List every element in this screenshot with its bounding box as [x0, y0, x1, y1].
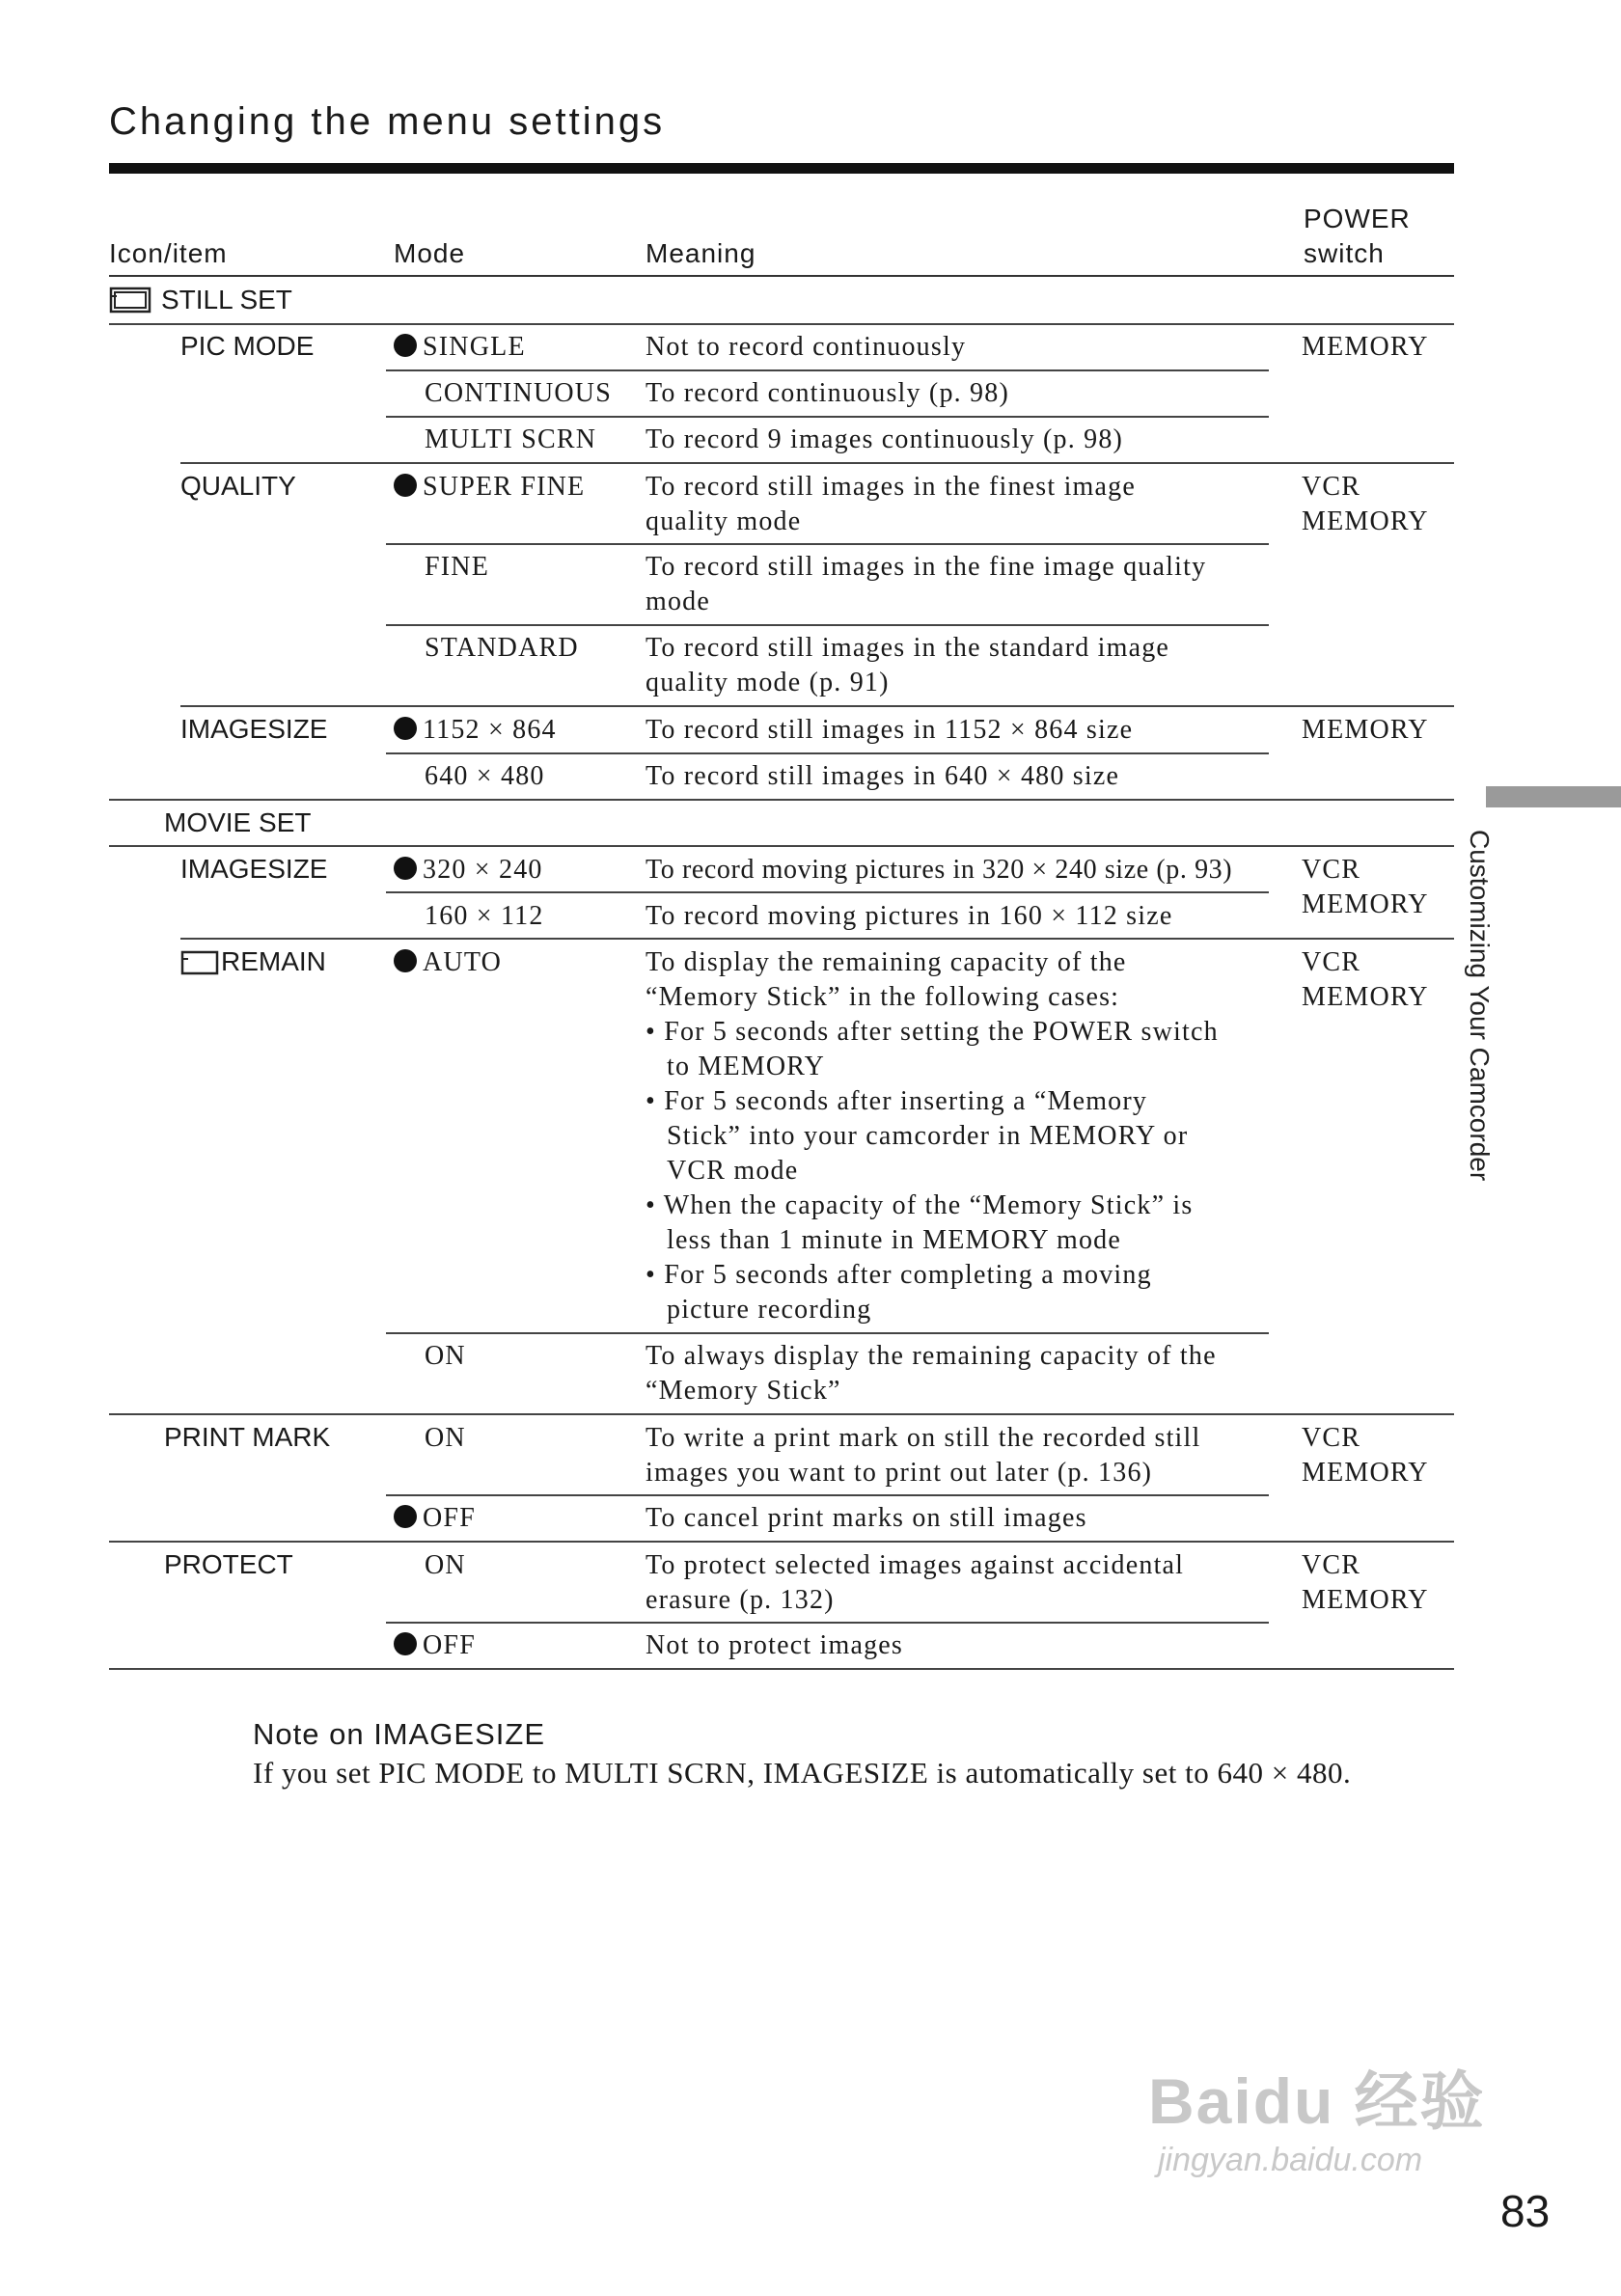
default-bullet-icon [394, 1505, 417, 1528]
row-rule [386, 1332, 1269, 1334]
table-bottom-rule [109, 1668, 1454, 1670]
pic-mode-continuous: CONTINUOUS [425, 378, 612, 408]
header-power [1304, 202, 1411, 271]
meaning-line: erasure (p. 132) [646, 1585, 835, 1615]
movie-imagesize-label: IMAGESIZE [180, 854, 328, 884]
still-imagesize-1152 [394, 713, 557, 748]
memory-stick-icon [109, 286, 151, 323]
remain-label [180, 944, 326, 985]
row-rule [386, 1622, 1269, 1624]
header-mode: Mode [394, 238, 466, 268]
print-mark-label: PRINT MARK [164, 1422, 331, 1452]
print-mark-power [1302, 1421, 1429, 1490]
side-tab-bar [1486, 786, 1621, 807]
row-rule [180, 705, 1454, 707]
protect-on: ON [425, 1550, 466, 1580]
header-power-line2: switch [1304, 238, 1385, 268]
page-number: 83 [1500, 2186, 1551, 2236]
row-rule [109, 799, 1454, 801]
remain-power [1302, 945, 1429, 1015]
mode-value: SUPER FINE [423, 472, 586, 502]
row-rule [386, 1494, 1269, 1496]
remain-on: ON [425, 1341, 466, 1371]
side-tab-text: Customizing Your Camcorder [1465, 830, 1495, 1182]
default-bullet-icon [394, 1632, 417, 1655]
row-rule [386, 752, 1269, 754]
power-line: MEMORY [1302, 506, 1429, 536]
meaning-line: images you want to print out later (p. 136) [646, 1458, 1153, 1488]
quality-super-fine-meaning [646, 470, 1136, 539]
meaning-line: “Memory Stick” in the following cases: [646, 982, 1120, 1012]
still-imagesize-1152-meaning: To record still images in 1152 × 864 size [646, 715, 1134, 745]
power-line: VCR [1302, 1550, 1361, 1580]
still-imagesize-label: IMAGESIZE [180, 714, 328, 744]
mode-value: 1152 × 864 [423, 715, 557, 745]
watermark [1148, 2050, 1486, 2179]
protect-label: PROTECT [164, 1549, 293, 1579]
pic-mode-multi-scrn: MULTI SCRN [425, 424, 597, 454]
mode-value: OFF [423, 1630, 476, 1660]
page-title: Changing the menu settings [109, 100, 666, 143]
row-rule [109, 323, 1454, 325]
protect-on-meaning [646, 1548, 1184, 1618]
power-line: MEMORY [1302, 1458, 1429, 1488]
meaning-line: To record still images in the fine image quality [646, 552, 1207, 582]
mode-value: 320 × 240 [423, 855, 543, 885]
movie-imagesize-power [1302, 853, 1429, 922]
print-mark-on: ON [425, 1423, 466, 1453]
header-rule [109, 275, 1454, 277]
note-text: If you set PIC MODE to MULTI SCRN, IMAGESIZE is automatically set to 640 × 480. [253, 1756, 1352, 1790]
default-bullet-icon [394, 857, 417, 880]
remain-bullet-1: • For 5 seconds after setting the POWER switch to MEMORY [646, 1017, 1219, 1081]
movie-imagesize-160-meaning: To record moving pictures in 160 × 112 size [646, 901, 1173, 931]
quality-standard-meaning [646, 631, 1169, 700]
default-bullet-icon [394, 474, 417, 497]
default-bullet-icon [394, 334, 417, 357]
row-rule [109, 1541, 1454, 1543]
meaning-line: To display the remaining capacity of the [646, 947, 1127, 977]
row-rule [386, 624, 1269, 626]
protect-off-meaning: Not to protect images [646, 1630, 904, 1660]
pic-mode-continuous-meaning: To record continuously (p. 98) [646, 378, 1009, 408]
quality-label: QUALITY [180, 471, 296, 501]
meaning-line: To record still images in the standard image [646, 633, 1170, 663]
pic-mode-multi-scrn-meaning: To record 9 images continuously (p. 98) [646, 424, 1124, 454]
still-set-text: STILL SET [161, 285, 292, 314]
movie-imagesize-320 [394, 853, 543, 888]
quality-fine-meaning [646, 550, 1206, 619]
row-rule [386, 369, 1269, 371]
remain-bullet-4: • For 5 seconds after completing a moving picture recording [646, 1260, 1152, 1325]
memory-stick-icon [180, 949, 219, 985]
row-rule [109, 1413, 1454, 1415]
protect-off [394, 1628, 476, 1663]
remain-on-meaning [646, 1339, 1217, 1408]
row-rule [386, 416, 1269, 418]
row-rule [109, 845, 1454, 847]
print-mark-off-meaning: To cancel print marks on still images [646, 1503, 1087, 1533]
watermark-sub: jingyan.baidu.com [1158, 2142, 1423, 2178]
row-rule [386, 891, 1269, 893]
remain-bullet-3: • When the capacity of the “Memory Stick” is less than 1 minute in MEMORY mode [646, 1190, 1194, 1255]
header-icon-item: Icon/item [109, 238, 228, 268]
print-mark-off [394, 1501, 476, 1536]
power-line: VCR [1302, 472, 1361, 502]
remain-text: REMAIN [221, 946, 326, 976]
title-rule [109, 163, 1454, 174]
mode-value: SINGLE [423, 332, 526, 362]
quality-fine: FINE [425, 552, 490, 582]
print-mark-on-meaning [646, 1421, 1201, 1490]
pic-mode-single-meaning: Not to record continuously [646, 332, 967, 362]
quality-standard: STANDARD [425, 633, 579, 663]
pic-mode-label: PIC MODE [180, 331, 315, 361]
movie-imagesize-160: 160 × 112 [425, 901, 544, 931]
row-rule [386, 543, 1269, 545]
default-bullet-icon [394, 949, 417, 972]
power-line: MEMORY [1302, 982, 1429, 1012]
remain-auto [394, 945, 502, 980]
movie-imagesize-320-meaning: To record moving pictures in 320 × 240 size (p. 93) [646, 855, 1233, 885]
row-rule [180, 462, 1454, 464]
still-imagesize-power: MEMORY [1302, 715, 1429, 745]
meaning-line: quality mode [646, 506, 802, 536]
power-line: VCR [1302, 1423, 1361, 1453]
power-line: VCR [1302, 855, 1361, 885]
meaning-line: mode [646, 587, 711, 616]
meaning-line: To write a print mark on still the recorded still [646, 1423, 1201, 1453]
header-power-line1: POWER [1304, 204, 1411, 233]
still-imagesize-640: 640 × 480 [425, 761, 545, 791]
meaning-line: To protect selected images against accidental [646, 1550, 1185, 1580]
protect-power [1302, 1548, 1429, 1618]
remain-bullet-2: • For 5 seconds after inserting a “Memory Stick” into your camcorder in MEMORY or VCR mode [646, 1086, 1189, 1186]
row-rule [180, 938, 1454, 940]
quality-super-fine [394, 470, 585, 505]
meaning-line: quality mode (p. 91) [646, 668, 890, 697]
pic-mode-single [394, 330, 526, 365]
header-meaning: Meaning [646, 238, 756, 268]
note-title: Note on IMAGESIZE [253, 1717, 545, 1751]
power-line: VCR [1302, 947, 1361, 977]
remain-auto-meaning [646, 945, 1219, 1327]
power-line: MEMORY [1302, 889, 1429, 919]
movie-set-label: MOVIE SET [164, 807, 312, 837]
watermark-main: Baidu 经验 [1148, 2065, 1486, 2137]
still-set-label [109, 283, 292, 323]
power-line: MEMORY [1302, 1585, 1429, 1615]
mode-value: AUTO [423, 947, 503, 977]
pic-mode-power: MEMORY [1302, 332, 1429, 362]
meaning-line: To record still images in the finest image [646, 472, 1136, 502]
still-imagesize-640-meaning: To record still images in 640 × 480 size [646, 761, 1120, 791]
quality-power [1302, 470, 1429, 539]
default-bullet-icon [394, 717, 417, 740]
mode-value: OFF [423, 1503, 476, 1533]
meaning-line: “Memory Stick” [646, 1376, 841, 1406]
meaning-line: To always display the remaining capacity of the [646, 1341, 1217, 1371]
